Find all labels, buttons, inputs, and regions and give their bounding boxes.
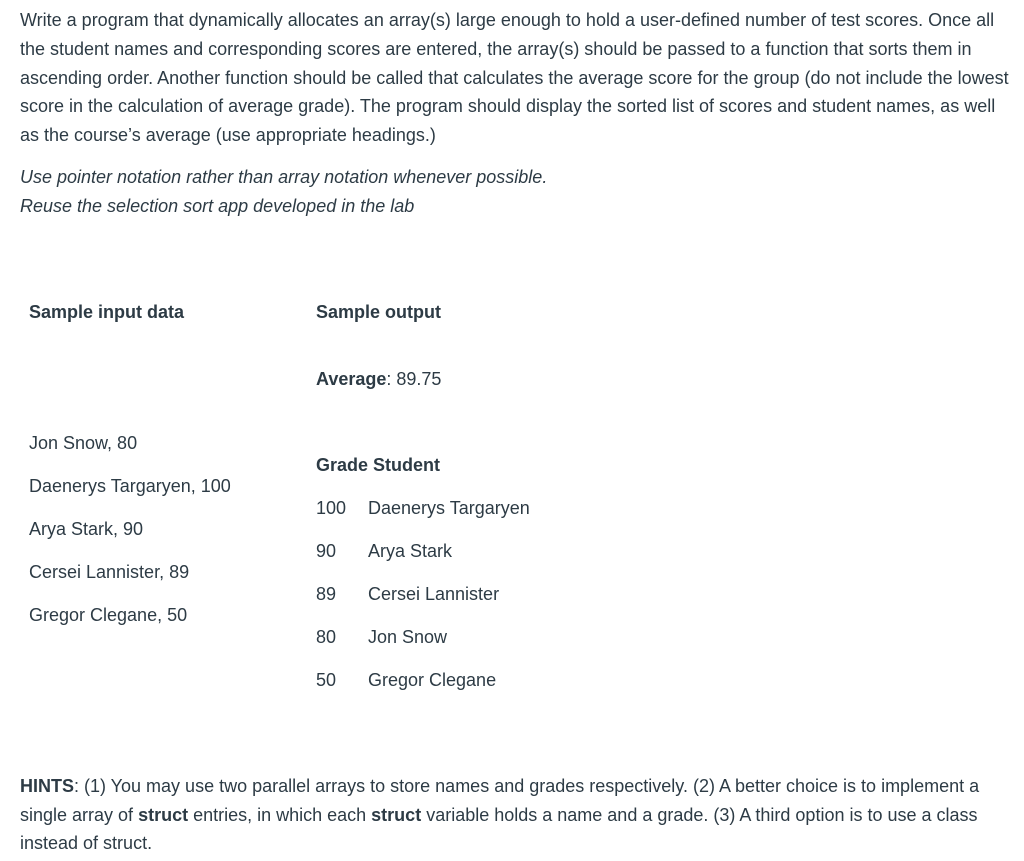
table-row [316, 539, 530, 582]
list-item: Jon Snow, 80 [29, 433, 138, 453]
average-label: Average [316, 369, 387, 389]
note-pointer-notation: Use pointer notation rather than array notation whenever possible. [20, 167, 548, 187]
list-item: Arya Stark, 90 [29, 519, 144, 539]
sample-output-list [316, 496, 530, 711]
average-value: : 89.75 [386, 369, 442, 389]
student-cell: Jon Snow [368, 627, 448, 647]
sample-input-title: Sample input data [29, 302, 185, 322]
hints-keyword-struct: struct [138, 804, 189, 825]
grade-cell: 89 [316, 584, 337, 604]
note-selection-sort: Reuse the selection sort app developed in the lab [20, 196, 415, 216]
problem-statement: Write a program that dynamically allocates an array(s) large enough to hold a user-defined number of test scores. Once all the student names and corresponding scores are entered, the array(s) should be passed to a function that sorts them in ascending order. Another function should be called that calculates the average score for the group (do not include the lowest score in the calculation of average grade). The program should display the sorted list of scores and student names, as well as the course’s average (use appropriate headings.) [20, 10, 1009, 145]
hints-text-3: variable holds a name and a grade. (3) A third option is to use a class instead of struct. [20, 804, 978, 853]
grade-cell: 80 [316, 627, 337, 647]
hints-text-2: entries, in which each [188, 804, 372, 825]
grade-cell: 100 [316, 498, 347, 518]
list-item: Daenerys Targaryen, 100 [29, 476, 231, 496]
list-item: Cersei Lannister, 89 [29, 562, 190, 582]
student-cell: Cersei Lannister [368, 584, 500, 604]
grade-cell: 50 [316, 670, 337, 690]
student-cell: Daenerys Targaryen [368, 498, 530, 518]
student-cell: Gregor Clegane [368, 670, 497, 690]
sample-input-list [29, 431, 231, 646]
table-row [316, 625, 530, 668]
hints-label: HINTS [20, 776, 74, 796]
table-row [316, 496, 530, 539]
student-cell: Arya Stark [368, 541, 453, 561]
table-row [316, 668, 530, 711]
hints-paragraph [20, 772, 1015, 858]
hints-text-1: : (1) You may use two parallel arrays to store names and grades respectively. (2) A better choice is to implement a single array of [20, 776, 980, 825]
table-row [316, 582, 530, 625]
output-table-header: Grade Student [316, 455, 441, 475]
grade-cell: 90 [316, 541, 337, 561]
sample-output-title: Sample output [316, 302, 441, 322]
list-item: Gregor Clegane, 50 [29, 605, 188, 625]
instruction-notes [20, 163, 547, 221]
hints-keyword-struct: struct [371, 804, 422, 825]
average-line [316, 367, 441, 391]
